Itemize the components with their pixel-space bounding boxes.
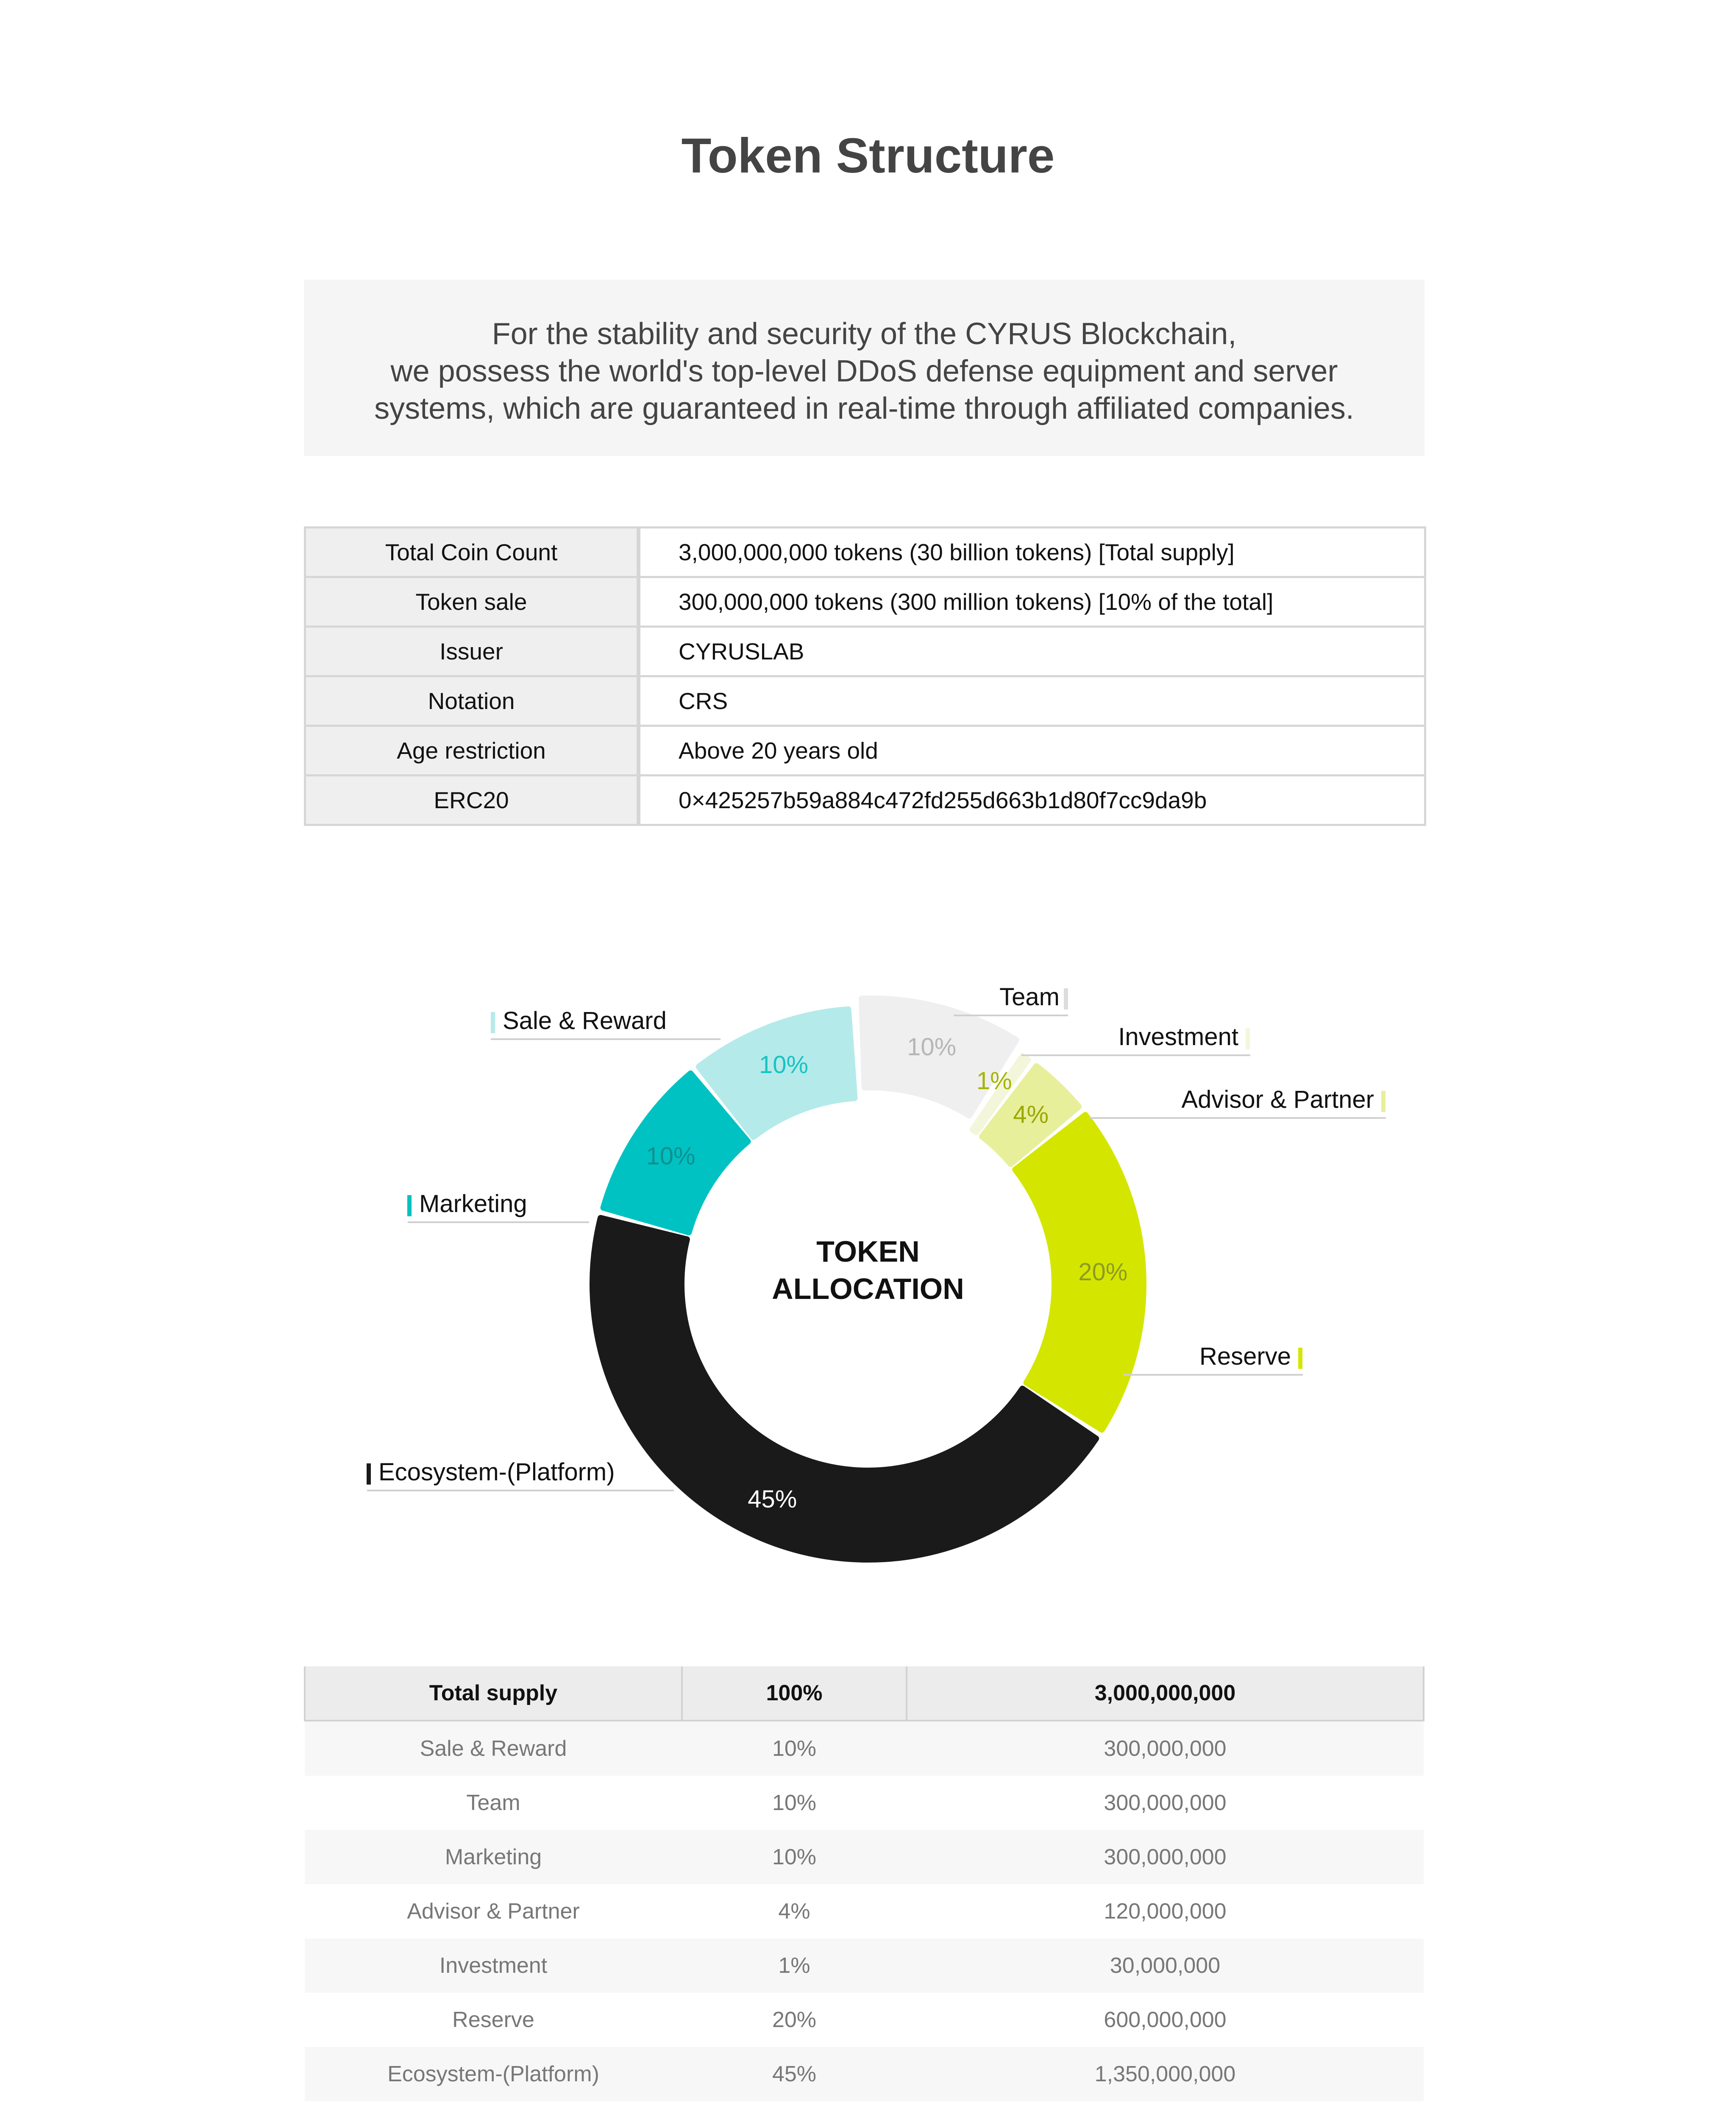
center-title-line-1: TOKEN [816,1235,920,1268]
slice-value-label: 10% [759,1051,809,1079]
table-row [305,1830,1424,1884]
donut-slice-ecosystem-platform- [593,1218,1096,1560]
info-value: Above 20 years old [639,726,1425,776]
table-cell: 30,000,000 [907,1938,1424,1993]
slice-value-label: 4% [1013,1101,1049,1129]
intro-line: For the stability and security of the CYRUS Blockchain, [492,317,1237,351]
callout-label: Advisor & Partner [1181,1086,1374,1113]
column-header: Total supply [305,1666,682,1721]
table-header-row [305,1666,1424,1721]
slice-value-label: 10% [646,1142,696,1170]
table-cell: Advisor & Partner [407,1899,580,1924]
center-title-line-2: ALLOCATION [772,1272,964,1305]
callout-label: Team [999,983,1060,1011]
table-cell: 300,000,000 [1104,1791,1227,1815]
info-value: CRS [639,676,1425,726]
table-row [305,627,1425,676]
table-row [305,1938,1424,1993]
callout-label: Ecosystem-(Platform) [378,1458,615,1486]
info-value: 3,000,000,000 tokens (30 billion tokens) [Total supply] [639,528,1425,577]
info-key: Total Coin Count [305,528,639,577]
table-row [305,1776,1424,1830]
table-cell: 1% [682,1938,907,1993]
table-cell: Ecosystem-(Platform) [305,2047,682,2101]
info-key: Issuer [305,627,639,676]
info-value: 0×425257b59a884c472fd255d663b1d80f7cc9da9b [639,776,1425,825]
token-info-table [304,526,1426,826]
callout-label: Investment [1118,1023,1238,1051]
table-row [305,776,1425,825]
distribution-table [304,1666,1424,2101]
slice-value-label: 10% [907,1033,957,1061]
intro-box [304,280,1424,456]
info-value: CYRUSLAB [639,627,1425,676]
table-row [305,2047,1424,2101]
intro-line: we possess the world's top-level DDoS defense equipment and server [390,354,1338,388]
table-cell: 4% [778,1899,810,1924]
info-key: Notation [305,676,639,726]
intro-line: systems, which are guaranteed in real-time through affiliated companies. [374,392,1354,425]
table-row [305,1993,1424,2047]
info-value: 300,000,000 tokens (300 million tokens) [10% of the total] [639,577,1425,627]
table-cell: Marketing [305,1830,682,1884]
table-row [305,726,1425,776]
table-cell: 45% [682,2047,907,2101]
table-row [305,577,1425,627]
table-cell: 10% [772,1791,817,1815]
callout-label: Marketing [419,1190,527,1218]
info-key: ERC20 [305,776,639,825]
table-cell: Reserve [452,2008,534,2032]
slice-value-label: 45% [748,1485,797,1513]
table-cell: Investment [305,1938,682,1993]
table-cell: 600,000,000 [1104,2008,1227,2032]
table-row [305,1721,1424,1776]
table-row [305,528,1425,577]
table-cell: Sale & Reward [305,1721,682,1776]
callout-label: Sale & Reward [503,1007,667,1034]
page-title: Token Structure [681,128,1055,183]
table-cell: 300,000,000 [907,1830,1424,1884]
token-allocation-donut-chart [0,941,1736,1619]
slice-value-label: 1% [976,1067,1012,1095]
table-row [305,676,1425,726]
table-row [305,1884,1424,1938]
column-header: 3,000,000,000 [907,1666,1424,1721]
info-key: Age restriction [305,726,639,776]
table-cell: 20% [772,2008,817,2032]
table-cell: 10% [682,1721,907,1776]
slice-value-label: 20% [1078,1258,1128,1286]
table-cell: Team [466,1791,520,1815]
callout-label: Reserve [1199,1343,1291,1370]
table-cell: 1,350,000,000 [907,2047,1424,2101]
table-cell: 120,000,000 [1104,1899,1227,1924]
table-cell: 10% [682,1830,907,1884]
table-cell: 300,000,000 [907,1721,1424,1776]
column-header: 100% [682,1666,907,1721]
info-key: Token sale [305,577,639,627]
